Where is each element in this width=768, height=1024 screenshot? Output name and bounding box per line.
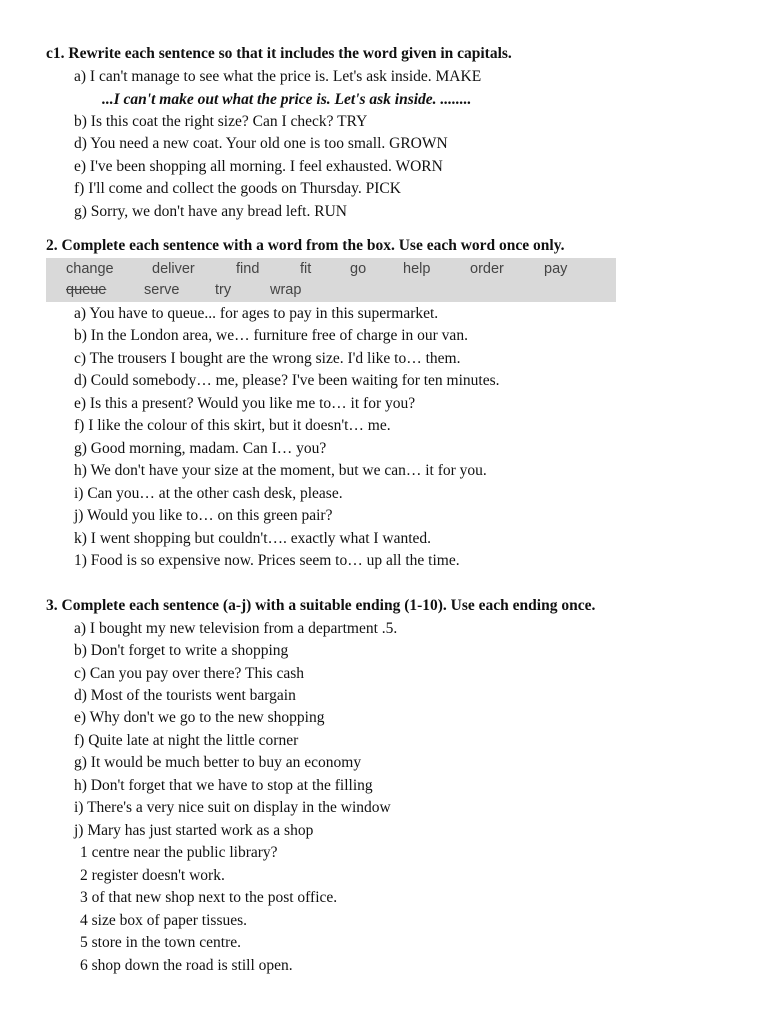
exercise2-item-i: i) Can you… at the other cash desk, please. [74,485,343,502]
exercise3-item-g: g) It would be much better to buy an economy [74,754,362,771]
exercise3-ending-2: 2 register doesn't work. [80,867,225,884]
exercise3-item-e: e) Why don't we go to the new shopping [74,709,325,726]
exercise3-item-f: f) Quite late at night the little corner [74,732,299,749]
exercise1-item-e: e) I've been shopping all morning. I feel exhausted. WORN [74,158,443,175]
word-pay: pay [544,261,568,277]
exercise3-ending-1: 1 centre near the public library? [80,844,278,861]
exercise1-item-f: f) I'll come and collect the goods on Thursday. PICK [74,180,401,197]
exercise2-item-l: 1) Food is so expensive now. Prices seem to… up all the time. [74,552,460,569]
word-help: help [403,261,431,277]
exercise2-item-c: c) The trousers I bought are the wrong size. I'd like to… them. [74,350,461,367]
word-serve: serve [144,282,180,298]
exercise1-item-g: g) Sorry, we don't have any bread left. RUN [74,203,347,220]
word-deliver: deliver [152,261,195,277]
exercise1-example-answer: ...I can't make out what the price is. Let's ask inside. ........ [102,91,472,108]
exercise1-heading: c1. Rewrite each sentence so that it includes the word given in capitals. [46,45,512,62]
exercise3-item-a: a) I bought my new television from a department .5. [74,620,398,637]
exercise2-heading: 2. Complete each sentence with a word from the box. Use each word once only. [46,237,565,254]
exercise2-item-j: j) Would you like to… on this green pair? [74,507,333,524]
exercise3-item-c: c) Can you pay over there? This cash [74,665,304,682]
exercise3-heading: 3. Complete each sentence (a-j) with a suitable ending (1-10). Use each ending once. [46,597,596,614]
exercise1-item-b: b) Is this coat the right size? Can I check? TRY [74,113,368,130]
exercise2-item-d: d) Could somebody… me, please? I've been waiting for ten minutes. [74,372,500,389]
exercise2-item-f: f) I like the colour of this skirt, but it doesn't… me. [74,417,391,434]
exercise2-item-a: a) You have to queue... for ages to pay in this supermarket. [74,305,439,322]
word-change: change [66,261,114,277]
word-wrap: wrap [270,282,302,298]
exercise3-ending-6: 6 shop down the road is still open. [80,957,293,974]
exercise1-item-a: a) I can't manage to see what the price is. Let's ask inside. MAKE [74,68,482,85]
word-find: find [236,261,260,277]
word-try: try [215,282,232,298]
exercise3-ending-3: 3 of that new shop next to the post office. [80,889,338,906]
exercise3-item-j: j) Mary has just started work as a shop [74,822,314,839]
exercise2-item-h: h) We don't have your size at the moment, but we can… it for you. [74,462,487,479]
exercise3-ending-4: 4 size box of paper tissues. [80,912,248,929]
exercise3-ending-5: 5 store in the town centre. [80,934,241,951]
exercise3-item-d: d) Most of the tourists went bargain [74,687,296,704]
word-fit: fit [300,261,312,277]
word-box [46,258,616,302]
exercise2-item-k: k) I went shopping but couldn't…. exactly what I wanted. [74,530,432,547]
exercise2-item-g: g) Good morning, madam. Can I… you? [74,440,327,457]
word-queue-crossed-out: queue [66,282,107,298]
word-order: order [470,261,504,277]
word-go: go [350,261,367,277]
exercise2-item-b: b) In the London area, we… furniture free of charge in our van. [74,327,468,344]
exercise2-item-e: e) Is this a present? Would you like me to… it for you? [74,395,416,412]
exercise1-item-d: d) You need a new coat. Your old one is too small. GROWN [74,135,448,152]
exercise3-item-b: b) Don't forget to write a shopping [74,642,289,659]
exercise3-item-i: i) There's a very nice suit on display in the window [74,799,391,816]
exercise3-item-h: h) Don't forget that we have to stop at the filling [74,777,373,794]
